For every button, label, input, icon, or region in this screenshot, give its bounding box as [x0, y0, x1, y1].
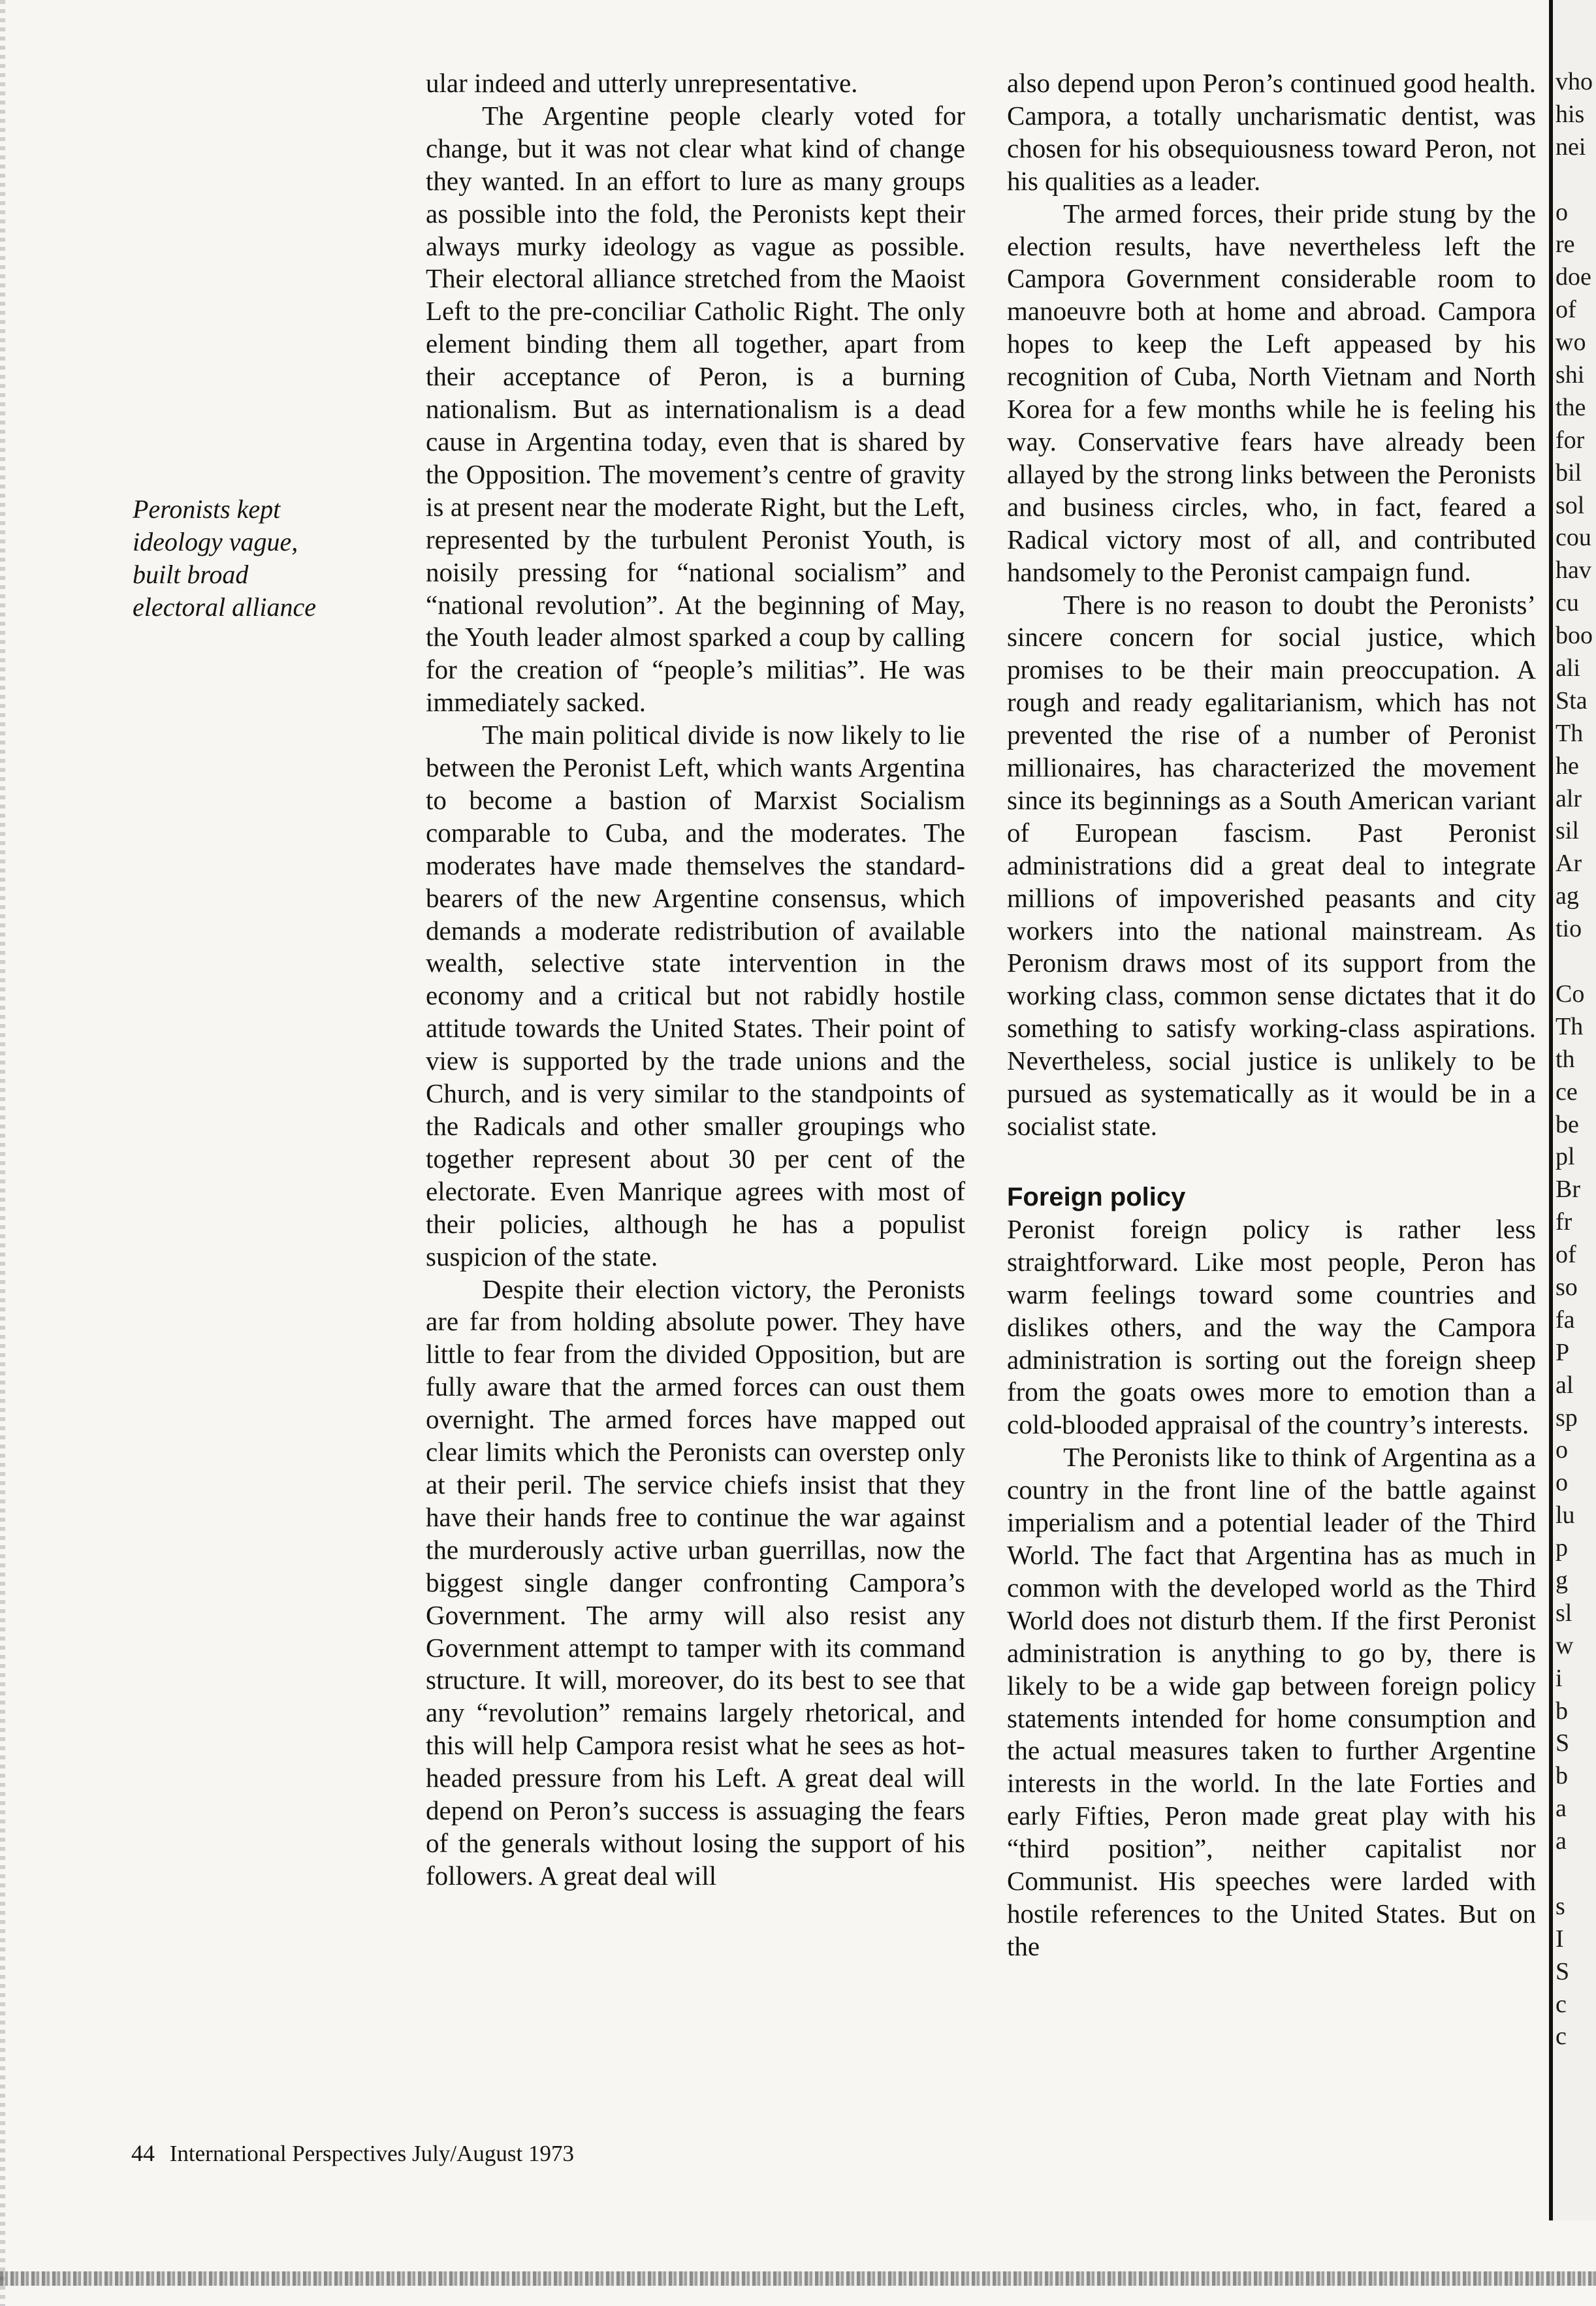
adjacent-page-fragment: al — [1556, 1371, 1574, 1399]
adjacent-page-fragment: Sta — [1556, 686, 1588, 714]
adjacent-page-fragment: P — [1556, 1338, 1570, 1366]
adjacent-page-fragment: hav — [1556, 556, 1591, 585]
page-edge-left — [0, 0, 5, 2306]
adjacent-page-fragment: S — [1556, 1729, 1570, 1757]
adjacent-page-fragment: boo — [1556, 622, 1593, 650]
adjacent-page-fragment: w — [1556, 1631, 1574, 1659]
adjacent-page-fragment: nei — [1556, 133, 1586, 161]
adjacent-page-fragment: I — [1556, 1925, 1564, 1953]
paragraph: The armed forces, their pride stung by the election results, have nevertheless left the Campora Government considerable room to manoeuvre both at home and abroad. Campora hopes to keep the Left appeased by his recognition of Cuba, North Vietnam and North Korea for a few months while he is feeling his way. Conservative fears have already been allayed by the strong links between the Peronists and business circles, who, in fact, feared a Radical victory most of all, and contributed handsomely to the Peronist campaign fund. — [1007, 198, 1536, 587]
adjacent-page-fragment: th — [1556, 1045, 1575, 1073]
paragraph: The main political divide is now likely to lie between the Peronist Left, which wants Argentina to become a bastion of Marxist Socialism comparable to Cuba, and the moderates. The moderates have made themselves the standard-bearers of the new Argentine consensus, which demands a moderate redistribution of available wealth, selective state intervention in the economy and a critical but not rabidly hostile attitude towards the United States. Their point of view is supported by the trade unions and the Church, and is very similar to the standpoints of the Radicals and other smaller groupings who together represent about 30 per cent of the electorate. Even Manrique agrees with most of their policies, although he has a populist suspicion of the state. — [426, 720, 965, 1272]
adjacent-page-fragment — [1556, 1857, 1596, 1890]
adjacent-page-fragment: cu — [1556, 589, 1579, 617]
margin-note-line: built broad — [133, 560, 249, 589]
adjacent-page-fragment: sol — [1556, 491, 1585, 519]
paragraph: Despite their election victory, the Peronists are far from holding absolute power. They have little to fear from the divided Opposition, but are fully aware that the armed forces can oust them overnight. The armed forces have mapped out clear limits which the Peronists can overstep only at their peril. The service chiefs insist that they have their hands free to continue the war against the murderously active urban guerrillas, now the biggest single danger confronting Campora’s Government. The army will also resist any Government attempt to tamper with its command structure. It will, moreover, do its best to see that any “revolution” remains largely rhetorical, and this will help Campora resist what he sees as hot-headed pressure from his Left. A great deal will depend on Peron’s success is assuaging the fears of the generals without losing the support of his followers. A great deal will — [426, 1273, 965, 1891]
adjacent-page-fragment: tio — [1556, 915, 1582, 943]
adjacent-page-fragments — [1553, 0, 1596, 2053]
adjacent-page-fragment: bil — [1556, 458, 1582, 487]
adjacent-page-fragment: of — [1556, 1241, 1576, 1269]
margin-note-line: electoral alliance — [133, 592, 317, 622]
adjacent-page-fragment: c — [1556, 2023, 1567, 2051]
adjacent-page-fragment: wo — [1556, 328, 1586, 357]
adjacent-page-fragment: for — [1556, 426, 1585, 454]
adjacent-page-fragment: re — [1556, 231, 1575, 259]
adjacent-page-fragment: sl — [1556, 1599, 1572, 1627]
adjacent-page-fragment: p — [1556, 1534, 1568, 1562]
adjacent-page-fragment: b — [1556, 1762, 1568, 1790]
adjacent-page-fragment: o — [1556, 1436, 1568, 1464]
paragraph: also depend upon Peron’s continued good health. Campora, a totally uncharismatic dentist, was chosen for his obsequiousness toward Peron, not his qualities as a leader. — [1007, 68, 1536, 196]
adjacent-page-fragment: i — [1556, 1664, 1563, 1692]
adjacent-page-fragment: b — [1556, 1697, 1568, 1725]
margin-note-line: ideology vague, — [133, 527, 298, 556]
adjacent-page-fragment: Th — [1556, 1012, 1584, 1040]
adjacent-page-fragment: shi — [1556, 361, 1585, 389]
section-heading: Foreign policy — [1007, 1182, 1186, 1211]
adjacent-page-fragment: ali — [1556, 654, 1580, 682]
adjacent-page-fragment: ce — [1556, 1078, 1578, 1106]
adjacent-page-fragment: o — [1556, 1469, 1568, 1497]
adjacent-page-fragment: be — [1556, 1110, 1579, 1138]
adjacent-page-fragment: c — [1556, 1990, 1567, 2018]
adjacent-page-fragment: his — [1556, 100, 1585, 128]
adjacent-page-fragment: a — [1556, 1827, 1567, 1855]
scan-artifact-strip — [0, 2271, 1596, 2286]
adjacent-page-fragment: fr — [1556, 1208, 1572, 1236]
adjacent-page-fragment: cou — [1556, 524, 1591, 552]
adjacent-page-fragment: S — [1556, 1957, 1570, 1985]
adjacent-page-fragment: alr — [1556, 784, 1582, 812]
adjacent-page-fragment: s — [1556, 1892, 1565, 1920]
margin-note — [133, 493, 368, 624]
adjacent-page-fragment: the — [1556, 393, 1586, 421]
adjacent-page-fragment: Br — [1556, 1176, 1580, 1204]
publication-line: International Perspectives July/August 1973 — [169, 2141, 574, 2166]
paragraph: Peronist foreign policy is rather less straightforward. Like most people, Peron has warm feelings toward some countries and dislikes others, and the way the Campora administration is sorting out the foreign sheep from the goats owes more to emotion than a cold-blooded appraisal of the country’s interests. — [1007, 1213, 1536, 1440]
adjacent-page-fragment: pl — [1556, 1143, 1575, 1171]
adjacent-page-fragment — [1556, 945, 1596, 978]
margin-note-line: Peronists kept — [133, 494, 281, 524]
adjacent-page-fragment: he — [1556, 752, 1579, 780]
paragraph: The Peronists like to think of Argentina as a country in the front line of the battle against imperialism and a potential leader of the Third World. The fact that Argentina has as much in common with the developed world as the Third World does not disturb them. If the first Peronist administration is anything to go by, there is likely to be a wide gap between foreign policy statements intended for home consumption and the actual measures taken to further Argentine interests in the world. In the late Forties and early Fifties, Peron made great play with his “third position”, neither capitalist nor Communist. His speeches were larded with hostile references to the United States. But on the — [1007, 1442, 1536, 1961]
paragraph: ular indeed and utterly unrepresentative. — [426, 68, 858, 98]
adjacent-page-fragment — [1556, 163, 1596, 196]
paragraph: There is no reason to doubt the Peronists’ sincere concern for social justice, which promises to be their main preoccupation. A rough and ready egalitarianism, which has not prevented the rise of a number of Peronist millionaires, has characterized the movement since its beginnings as a South American variant of European fascism. Past Peronist administrations did a great deal to integrate millions of impoverished peasants and city workers into the national mainstream. As Peronism draws most of its support from the working class, common sense dictates that it do something to satisfy working-class aspirations. Nevertheless, social justice is unlikely to be pursued as systematically as it would be in a socialist state. — [1007, 589, 1536, 1141]
adjacent-page-fragment: doe — [1556, 263, 1591, 291]
adjacent-page-fragment: vho — [1556, 68, 1593, 95]
adjacent-page-fragment: sil — [1556, 817, 1579, 845]
adjacent-page-fragment: of — [1556, 296, 1576, 324]
adjacent-page-fragment: ag — [1556, 882, 1579, 910]
page-footer — [131, 2140, 574, 2167]
adjacent-page-fragment: sp — [1556, 1403, 1578, 1432]
paragraph: The Argentine people clearly voted for change, but it was not clear what kind of change they wanted. In an effort to lure as many groups as possible into the fold, the Peronists kept their always murky ideology as vague as possible. Their electoral alliance stretched from the Maoist Left to the pre-conciliar Catholic Right. The only element binding them all together, apart from their acceptance of Peron, is a burning nationalism. But as internationalism is a dead cause in Argentina today, even that is shared by the Opposition. The movement’s centre of gravity is at present near the moderate Right, but the Left, represented by the turbulent Peronist Youth, is noisily pressing for “national socialism” and “national revolution”. At the beginning of May, the Youth leader almost sparked a coup by calling for the creation of “people’s militias”. He was immediately sacked. — [426, 100, 965, 718]
left-column — [426, 67, 965, 1893]
page-number: 44 — [131, 2140, 155, 2166]
adjacent-page-fragment: fa — [1556, 1305, 1575, 1334]
middle-column — [1007, 67, 1536, 1963]
adjacent-page-fragment: Ar — [1556, 850, 1582, 878]
adjacent-page-fragment: Co — [1556, 980, 1585, 1008]
adjacent-page-edge — [1549, 0, 1596, 2220]
adjacent-page-fragment: Th — [1556, 719, 1584, 747]
adjacent-page-fragment: o — [1556, 198, 1568, 226]
adjacent-page-fragment: a — [1556, 1795, 1567, 1823]
adjacent-page-fragment: so — [1556, 1273, 1578, 1301]
adjacent-page-fragment: lu — [1556, 1501, 1575, 1529]
adjacent-page-fragment: g — [1556, 1566, 1568, 1594]
